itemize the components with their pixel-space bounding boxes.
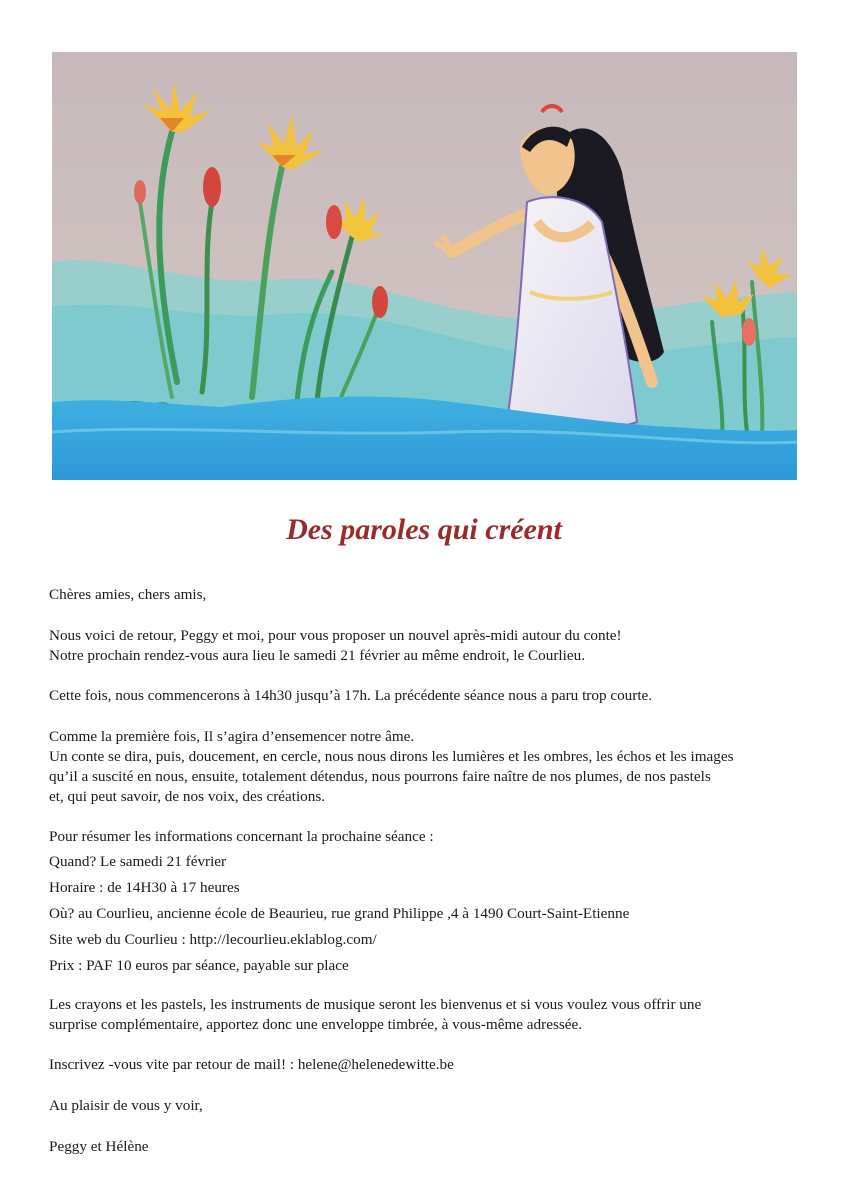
intro-line: Nous voici de retour, Peggy et moi, pour vous proposer un nouvel après-midi autour du conte! bbox=[49, 627, 622, 644]
description-line: Un conte se dira, puis, doucement, en cercle, nous nous dirons les lumières et les ombres, les échos et les images bbox=[49, 748, 734, 765]
signature: Peggy et Hélène bbox=[49, 1138, 149, 1155]
description-line: Comme la première fois, Il s’agira d’ensemencer notre âme. bbox=[49, 728, 415, 745]
greeting: Chères amies, chers amis, bbox=[49, 586, 207, 603]
materials-line: surprise complémentaire, apportez donc une enveloppe timbrée, à vous-même adressée. bbox=[49, 1016, 583, 1033]
materials-line: Les crayons et les pastels, les instruments de musique seront les bienvenus et si vous voulez vous offrir une bbox=[49, 996, 702, 1013]
pastel-illustration bbox=[52, 52, 797, 480]
detail-price: Prix : PAF 10 euros par séance, payable sur place bbox=[49, 957, 349, 974]
description-line: qu’il a suscité en nous, ensuite, totalement détendus, nous pourrons faire naître de nos plumes, de nos pastels bbox=[49, 768, 711, 785]
intro-line: Notre prochain rendez-vous aura lieu le samedi 21 février au même endroit, le Courlieu. bbox=[49, 647, 585, 664]
closing: Au plaisir de vous y voir, bbox=[49, 1097, 203, 1114]
registration: Inscrivez -vous vite par retour de mail! : helene@helenedewitte.be bbox=[49, 1056, 454, 1073]
description-line: et, qui peut savoir, de nos voix, des créations. bbox=[49, 788, 326, 805]
detail-schedule: Horaire : de 14H30 à 17 heures bbox=[49, 879, 240, 896]
detail-when: Quand? Le samedi 21 février bbox=[49, 853, 227, 870]
document-title: Des paroles qui créent bbox=[286, 513, 562, 546]
detail-location: Où? au Courlieu, ancienne école de Beaurieu, rue grand Philippe ,4 à 1490 Court-Saint-Etienne bbox=[49, 905, 630, 922]
summary-intro: Pour résumer les informations concernant la prochaine séance : bbox=[49, 828, 434, 845]
time-note: Cette fois, nous commencerons à 14h30 jusqu’à 17h. La précédente séance nous a paru trop courte. bbox=[49, 687, 653, 704]
detail-website: Site web du Courlieu : http://lecourlieu.eklablog.com/ bbox=[49, 931, 377, 948]
